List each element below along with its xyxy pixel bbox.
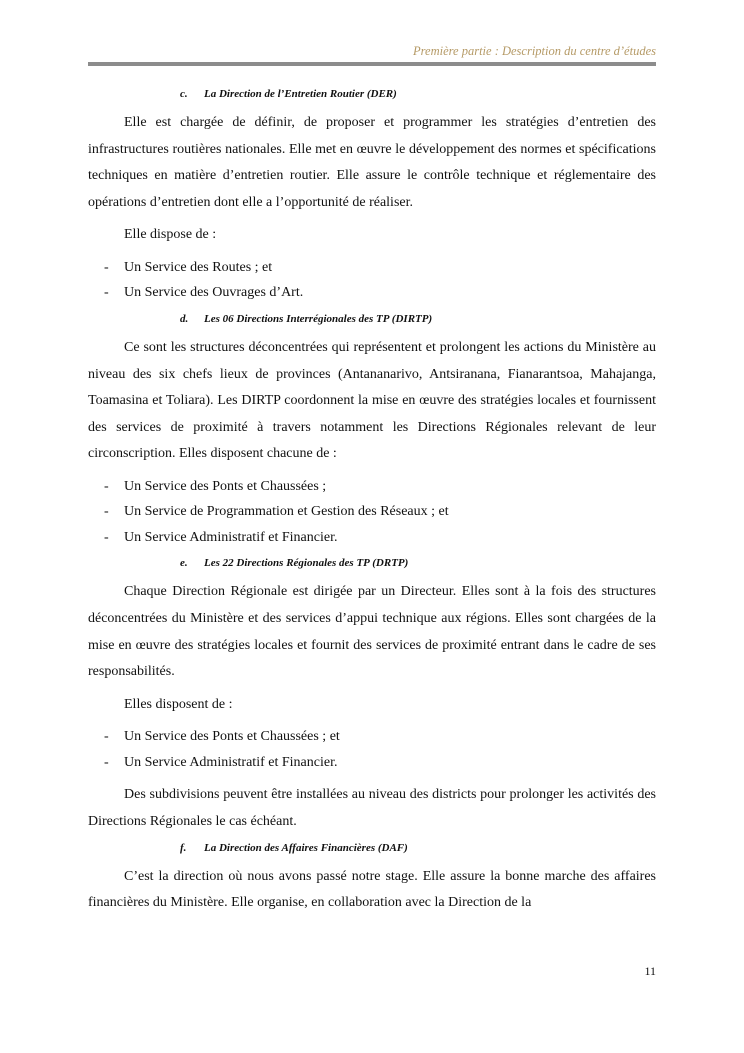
page-body [88,88,656,923]
section-title: La Direction de l’Entretien Routier (DER) [204,88,397,100]
list-item: - Un Service Administratif et Financier. [104,529,338,545]
running-header: Première partie : Description du centre d’études [413,44,656,58]
section-heading-drtp [180,557,656,569]
section-title: Les 06 Directions Interrégionales des TP (DIRTP) [204,312,433,325]
list-item: - Un Service des Ouvrages d’Art. [104,285,304,301]
service-list [88,255,656,306]
paragraph: Elle est chargée de définir, de proposer et programmer les stratégies d’entretien des infrastructures routières nationales. Elle met en œuvre le développement des normes et spécifications techniques en matière d’entretien routier. Elle assure le contrôle technique et réglementaire des opérations d’entretien dont elle a l’opportunité de réaliser. [88,115,656,210]
list-item-text: Un Service des Ouvrages d’Art. [124,285,304,301]
section-title: La Direction des Affaires Financières (DAF) [204,841,408,854]
paragraph: Elles disposent de : [124,696,233,712]
section-letter: d. [180,312,189,325]
paragraph: Elle dispose de : [124,227,217,243]
page-number: 11 [644,964,656,978]
section-title: Les 22 Directions Régionales des TP (DRTP) [204,557,409,570]
list-item-text: Un Service des Ponts et Chaussées ; [124,478,327,494]
service-list [88,724,656,775]
section-heading-dirtp [180,313,656,325]
section-letter: f. [180,841,187,854]
list-item-text: Un Service de Programmation et Gestion des Réseaux ; et [124,504,449,520]
paragraph: Chaque Direction Régionale est dirigée par un Directeur. Elles sont à la fois des structures déconcentrées du Ministère et des services d’appui technique aux régions. Elles sont chargées de la mise en œuvre des stratégies locales et fournit des services de proximité entrant dans le cadre de ses responsabilités. [88,584,656,680]
list-item-text: Un Service des Routes ; et [124,259,273,275]
list-item-text: Un Service des Ponts et Chaussées ; et [124,729,340,745]
service-list [88,474,656,551]
list-item: - Un Service de Programmation et Gestion des Réseaux ; et [104,504,449,520]
paragraph: Des subdivisions peuvent être installées au niveau des districts pour prolonger les activités des Directions Régionales le cas échéant. [88,787,656,829]
header-rule [88,62,656,66]
list-item-text: Un Service Administratif et Financier. [124,754,338,770]
paragraph: Ce sont les structures déconcentrées qui représentent et prolongent les actions du Ministère au niveau des six chefs lieux de provinces (Antananarivo, Antsiranana, Fianarantsoa, Mahajanga, Toamasina et Toliara). Les DIRTP coordonnent la mise en œuvre des stratégies locales et fournissent des services de proximité à travers notamment les Directions Régionales relevant de leur circonscription. Elles disposent chacune de : [88,339,656,462]
paragraph: C’est la direction où nous avons passé notre stage. Elle assure la bonne marche des affaires financières du Ministère. Elle organise, en collaboration avec la Direction de la [88,868,656,911]
list-item: - Un Service des Routes ; et [104,259,273,275]
list-item-text: Un Service Administratif et Financier. [124,529,338,545]
section-heading-daf [180,842,656,854]
section-letter: e. [180,557,188,570]
section-heading-der [180,88,656,100]
list-item: - Un Service des Ponts et Chaussées ; [104,478,327,494]
list-item: - Un Service Administratif et Financier. [104,754,338,770]
list-item: - Un Service des Ponts et Chaussées ; et [104,729,340,745]
section-letter: c. [180,88,188,100]
